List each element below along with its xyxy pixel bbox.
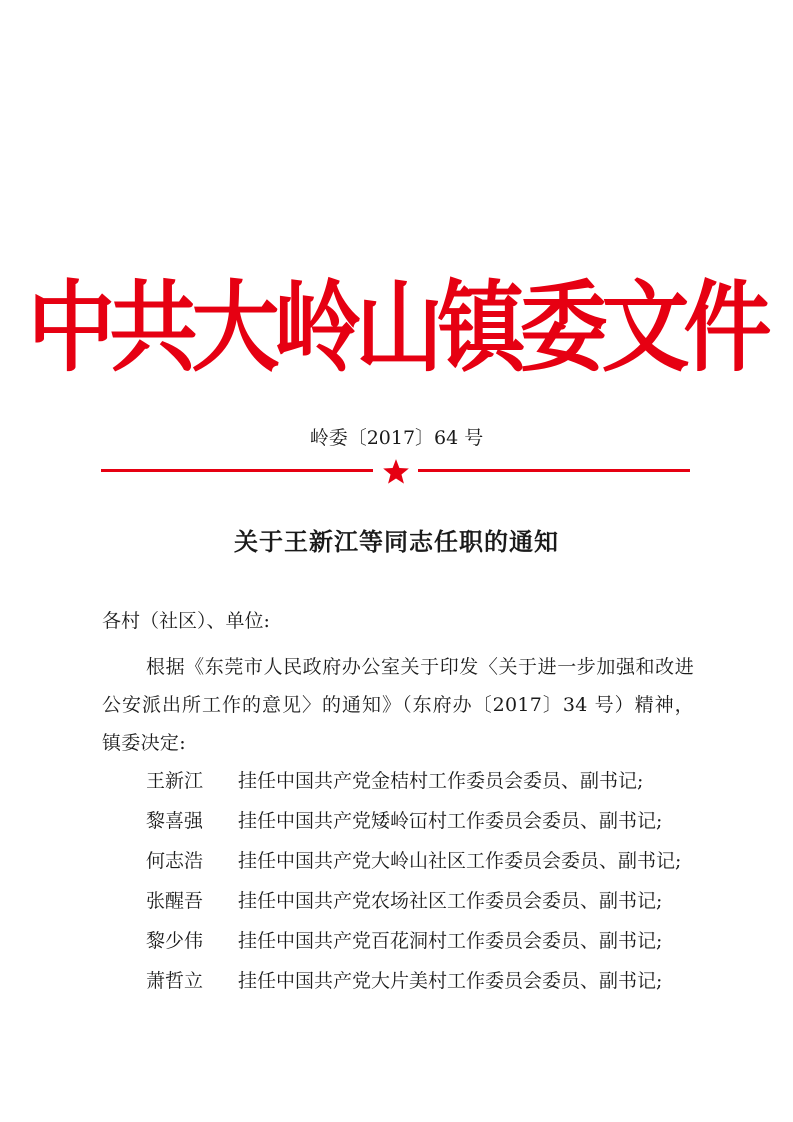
appointee-name: 何志浩 — [146, 850, 204, 872]
appointee-position: 挂任中国共产党大片美村工作委员会委员、副书记; — [238, 970, 663, 992]
appointment-row — [146, 968, 706, 1008]
appointment-row — [146, 928, 706, 968]
appointee-name: 萧哲立 — [146, 970, 204, 992]
appointee-position: 挂任中国共产党矮岭冚村工作委员会委员、副书记; — [238, 810, 663, 832]
appointee-name: 王新江 — [146, 770, 204, 792]
notice-title: 关于王新江等同志任职的通知 — [234, 527, 559, 556]
red-divider-right — [418, 469, 690, 472]
document-header-title: 中共大岭山镇委文件 — [27, 269, 766, 386]
body-paragraph: 根据《东莞市人民政府办公室关于印发〈关于进一步加强和改进公安派出所工作的意见〉的通知》（东府办〔2017〕34 号）精神，镇委决定: — [102, 656, 694, 754]
addressee-line: 各村（社区）、单位: — [102, 610, 270, 632]
appointee-position: 挂任中国共产党百花洞村工作委员会委员、副书记; — [238, 930, 663, 952]
document-number: 岭委〔2017〕64 号 — [309, 427, 484, 449]
appointment-row — [146, 808, 706, 848]
appointment-list — [146, 768, 706, 1008]
appointee-name: 张醒吾 — [146, 890, 204, 912]
red-divider-left — [101, 469, 373, 472]
appointee-position: 挂任中国共产党金桔村工作委员会委员、副书记; — [238, 770, 644, 792]
appointment-row — [146, 768, 706, 808]
appointment-row — [146, 848, 706, 888]
appointee-position: 挂任中国共产党农场社区工作委员会委员、副书记; — [238, 890, 663, 912]
appointee-name: 黎少伟 — [146, 930, 204, 952]
appointment-row — [146, 888, 706, 928]
appointee-position: 挂任中国共产党大岭山社区工作委员会委员、副书记; — [238, 850, 682, 872]
appointee-name: 黎喜强 — [146, 810, 204, 832]
red-star-icon — [382, 458, 410, 486]
